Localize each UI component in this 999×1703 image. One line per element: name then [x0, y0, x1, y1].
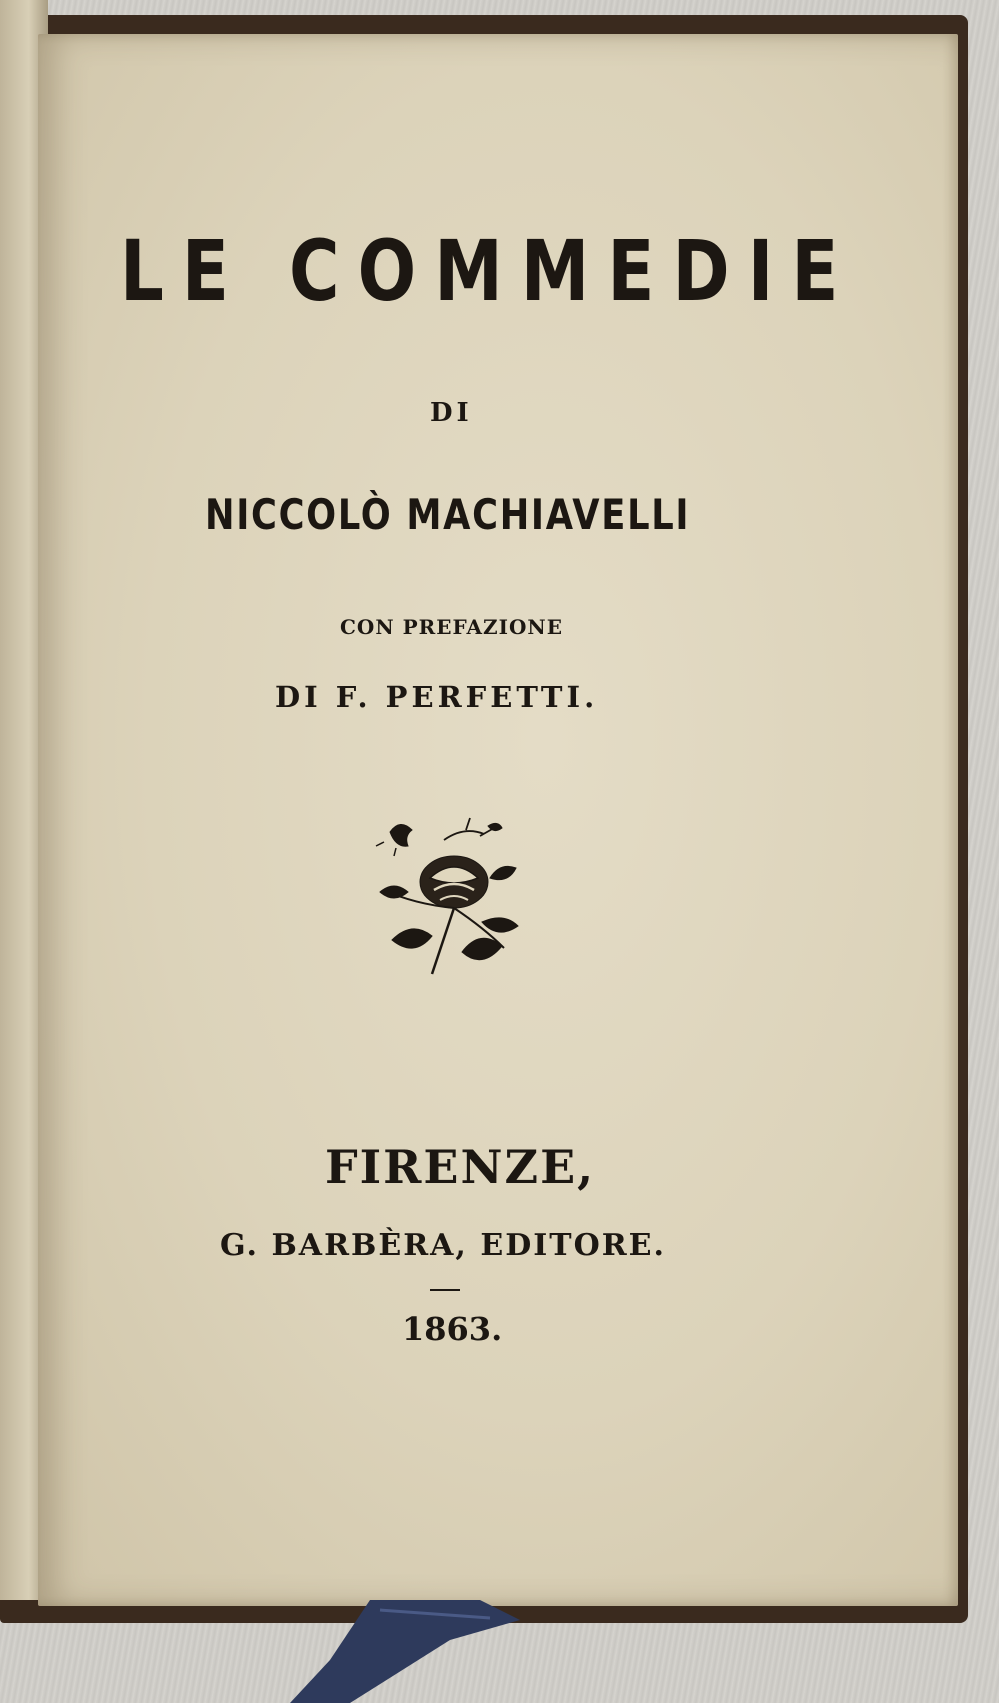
- rose-vignette-icon: [362, 812, 542, 992]
- bookmark-ribbon: [290, 1600, 590, 1703]
- book-title: LE COMMEDIE: [120, 222, 857, 320]
- by-label: DI: [430, 398, 473, 428]
- publication-city: FIRENZE,: [325, 1140, 596, 1194]
- author-name: NICCOLÒ MACHIAVELLI: [205, 490, 691, 539]
- publication-year: 1863.: [402, 1310, 503, 1348]
- publisher-name: G. BARBÈRA, EDITORE.: [220, 1228, 666, 1263]
- preface-line-2: DI F. PERFETTI.: [275, 680, 599, 714]
- divider-rule: [430, 1289, 460, 1291]
- preface-line-1: CON PREFAZIONE: [340, 615, 563, 639]
